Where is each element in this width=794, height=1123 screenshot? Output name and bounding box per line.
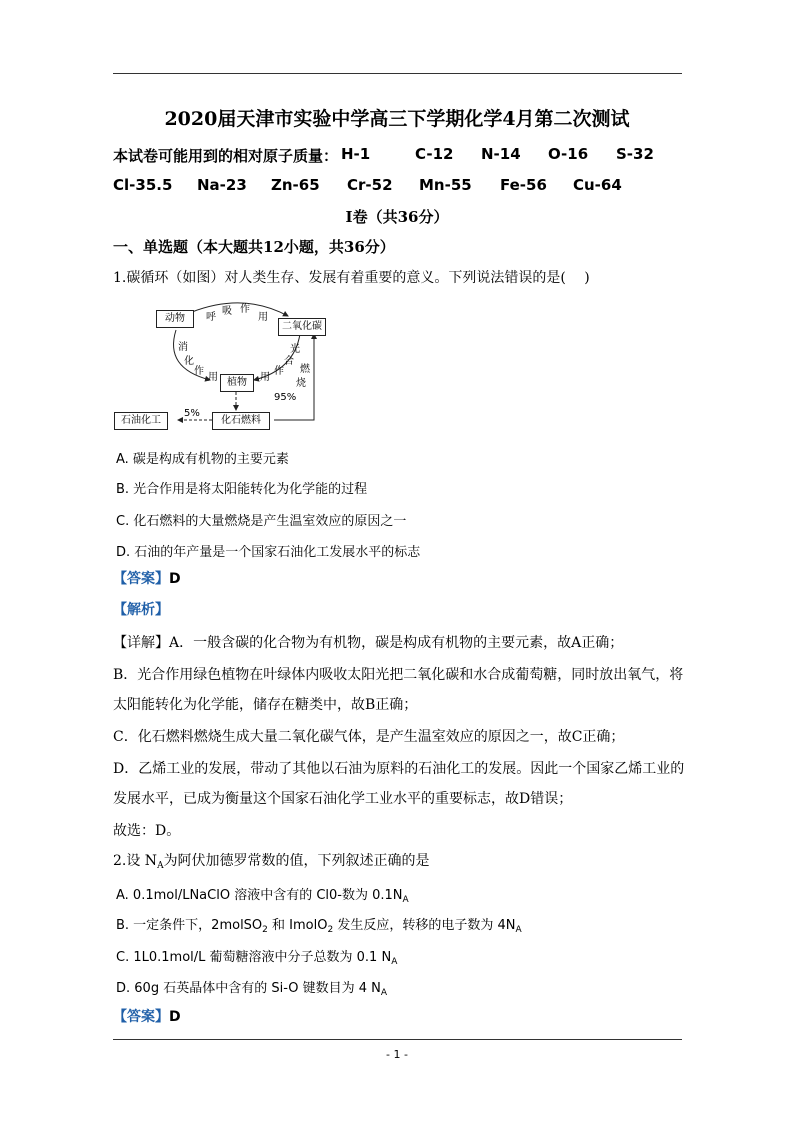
atomic-mass-item: Fe-56 (500, 176, 547, 194)
atomic-mass-row-2 (113, 176, 633, 196)
q2-stem-sub: A (157, 861, 164, 871)
label-digestion: 作 (194, 366, 204, 377)
label-combustion: 燃 (300, 364, 310, 375)
atomic-mass-item: O-16 (548, 145, 589, 163)
node-plant: 植物 (220, 374, 254, 392)
atomic-mass-item: C-12 (415, 145, 454, 163)
label-5-percent: 5% (184, 408, 200, 419)
q2-option-d (116, 977, 387, 998)
page-title: 2020届天津市实验中学高三下学期化学4月第二次测试 (164, 108, 630, 130)
q2-option-text: D. 60g 石英晶体中含有的 Si-O 键数目为 4 N (116, 981, 381, 996)
q2-option-b (116, 914, 522, 935)
q2-option-sub: A (402, 895, 409, 905)
q2-option-text: 发生反应，转移的电子数为 4N (333, 918, 516, 933)
q2-stem-part: 为阿伏加德罗常数的值，下列叙述正确的是 (163, 853, 430, 869)
q2-stem-part: 2.设 N (113, 853, 158, 869)
label-95-percent: 95% (274, 392, 297, 403)
q1-option-c: C. 化石燃料的大量燃烧是产生温室效应的原因之一 (116, 514, 407, 529)
answer-value: D (169, 1009, 181, 1025)
atomic-mass-item: S-32 (616, 145, 654, 163)
node-co2: 二氧化碳 (278, 318, 326, 336)
answer-label: 【答案】 (113, 1009, 169, 1025)
q2-answer (113, 1007, 181, 1027)
label-combustion: 烧 (296, 378, 306, 389)
page-number: - 1 - (386, 1048, 408, 1061)
label-respiration: 吸 (222, 306, 232, 317)
section-title: I卷（共36分） (345, 208, 449, 226)
label-photosynthesis: 用 (260, 372, 270, 383)
q1-answer (113, 569, 181, 589)
q2-option-c (116, 946, 397, 967)
atomic-mass-item: Zn-65 (271, 176, 320, 194)
label-respiration: 呼 (206, 312, 216, 323)
atomic-mass-label: 本试卷可能用到的相对原子质量： (113, 147, 339, 165)
label-respiration: 作 (240, 304, 250, 315)
answer-value: D (169, 571, 181, 587)
atomic-mass-item: H-1 (341, 145, 371, 163)
label-digestion: 化 (184, 356, 194, 367)
atomic-mass-item: Mn-55 (419, 176, 472, 194)
q1-analysis-label: 【解析】 (113, 602, 169, 618)
atomic-mass-row-1 (113, 145, 654, 166)
q1-detail-line: 【详解】A．一般含碳的化合物为有机物，碳是构成有机物的主要元素，故A正确； (113, 635, 624, 651)
atomic-mass-item: Cu-64 (573, 176, 622, 194)
header-rule (113, 73, 682, 74)
node-petro: 石油化工 (114, 412, 168, 430)
q2-option-sub: A (515, 925, 522, 935)
label-digestion: 用 (208, 372, 218, 383)
q1-detail-line: B．光合作用绿色植物在叶绿体内吸收太阳光把二氧化碳和水合成葡萄糖，同时放出氧气，将 (113, 667, 684, 683)
question-2-stem (113, 851, 430, 876)
q2-option-text: C. 1L0.1mol/L 葡萄糖溶液中分子总数为 0.1 N (116, 950, 392, 965)
q1-detail-line: D．乙烯工业的发展，带动了其他以石油为原料的石油化工的发展。因此一个国家乙烯工业的 (113, 761, 685, 777)
q1-detail-line: 故选：D。 (113, 823, 181, 839)
q2-option-text: B. 一定条件下，2molSO (116, 918, 263, 933)
label-digestion: 消 (178, 342, 188, 353)
q2-option-text: A. 0.1mol/LNaClO 溶液中含有的 Cl0-数为 0.1N (116, 888, 403, 903)
q2-option-sub: 2 (327, 925, 334, 935)
q1-option-a: A. 碳是构成有机物的主要元素 (116, 452, 289, 467)
q1-detail-line: 发展水平，已成为衡量这个国家石油化学工业水平的重要标志，故D错误； (113, 791, 573, 807)
node-animal: 动物 (156, 310, 194, 328)
footer-rule (113, 1039, 682, 1040)
q2-option-a (116, 884, 409, 905)
atomic-mass-item: Cr-52 (347, 176, 393, 194)
q2-option-sub: A (391, 957, 398, 967)
q2-option-sub: A (380, 988, 388, 998)
node-fossil: 化石燃料 (212, 412, 270, 430)
q1-detail-line: 太阳能转化为化学能，储存在糖类中，故B正确； (113, 697, 418, 713)
answer-label: 【答案】 (113, 571, 169, 587)
q1-option-b: B. 光合作用是将太阳能转化为化学能的过程 (116, 482, 368, 497)
q2-option-sub: 2 (262, 925, 268, 935)
atomic-mass-item: Na-23 (197, 176, 247, 194)
q2-option-text: 和 ImolO (267, 918, 328, 933)
q1-detail-line: C．化石燃料燃烧生成大量二氧化碳气体，是产生温室效应的原因之一，故C正确； (113, 729, 625, 745)
part-title: 一、单选题（本大题共12小题，共36分） (113, 238, 395, 256)
label-photosynthesis: 光 (290, 344, 300, 355)
question-1-stem: 1.碳循环（如图）对人类生存、发展有着重要的意义。下列说法错误的是( ) (113, 270, 590, 286)
q1-option-d: D. 石油的年产量是一个国家石油化工发展水平的标志 (116, 545, 421, 560)
label-respiration: 用 (258, 312, 268, 323)
atomic-mass-item: N-14 (481, 145, 521, 163)
atomic-mass-item: Cl-35.5 (113, 176, 173, 194)
label-photosynthesis: 作 (274, 366, 284, 377)
label-photosynthesis: 合 (284, 356, 294, 367)
carbon-cycle-diagram (114, 298, 336, 438)
